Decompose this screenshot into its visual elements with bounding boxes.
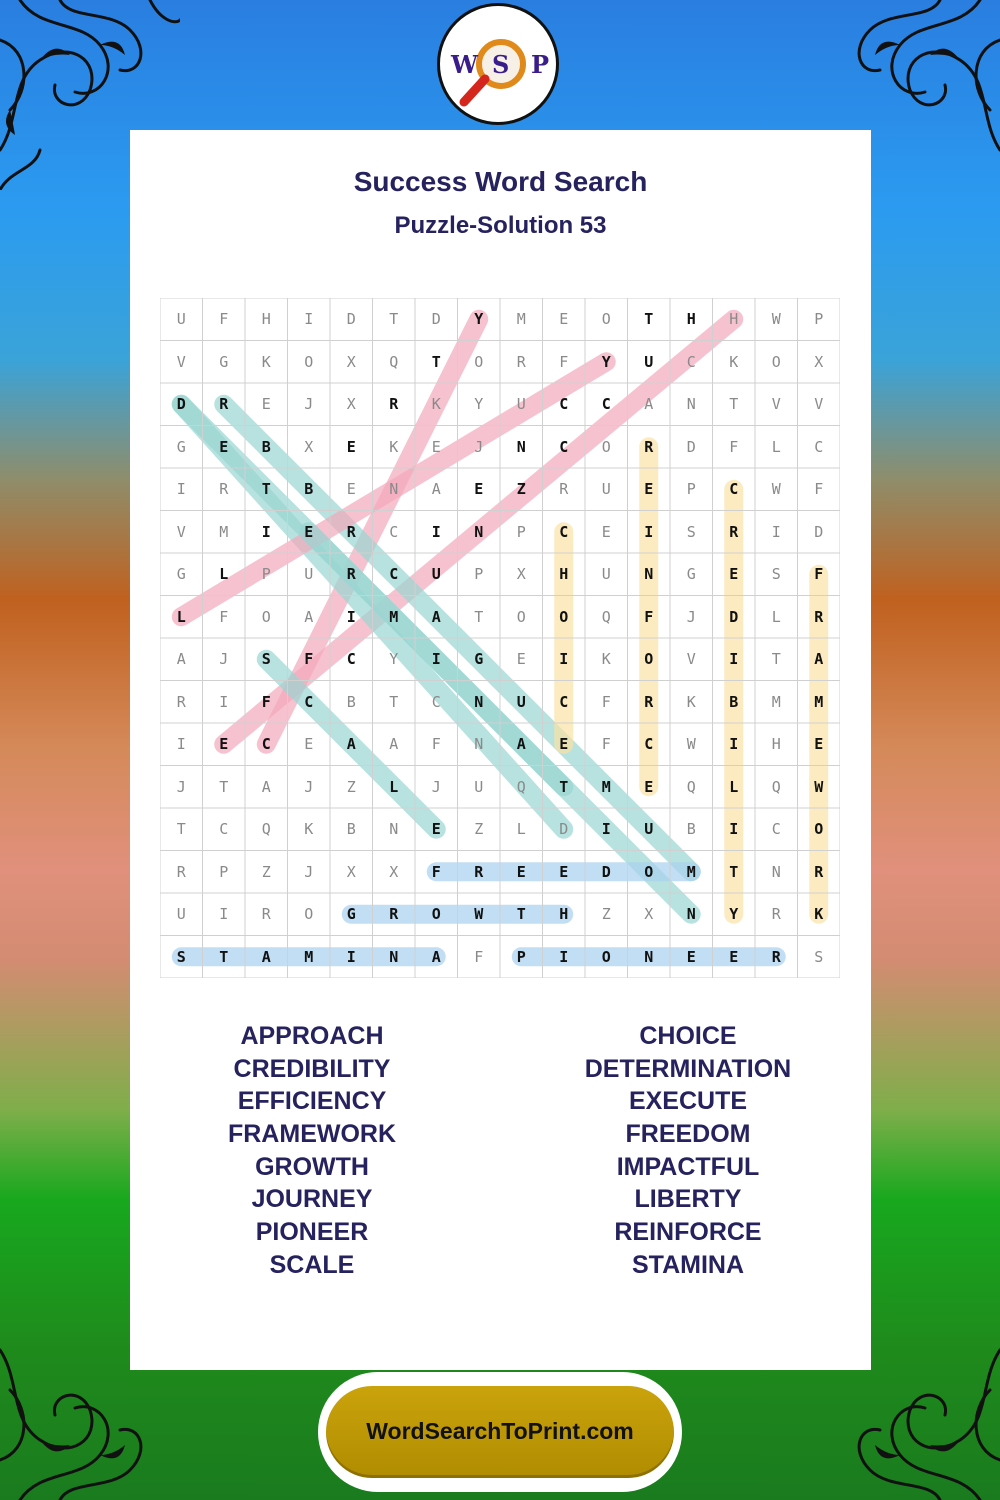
grid-cell[interactable]: U: [601, 565, 611, 583]
grid-cell[interactable]: C: [431, 692, 441, 711]
grid-cell[interactable]: E: [346, 437, 356, 456]
grid-cell[interactable]: L: [176, 607, 186, 626]
grid-cell[interactable]: U: [516, 692, 526, 711]
grid-cell[interactable]: E: [304, 522, 314, 541]
grid-cell[interactable]: H: [261, 310, 271, 328]
grid-cell[interactable]: Q: [686, 777, 696, 796]
grid-cell[interactable]: T: [219, 947, 229, 966]
grid-cell[interactable]: O: [601, 437, 611, 456]
grid-cell[interactable]: Z: [474, 820, 484, 838]
grid-cell[interactable]: V: [176, 522, 186, 541]
grid-cell[interactable]: Y: [474, 395, 484, 413]
grid-cell[interactable]: F: [601, 735, 611, 753]
word-list-item: EXECUTE: [628, 1087, 748, 1116]
grid-cell[interactable]: R: [346, 522, 356, 541]
grid-cell[interactable]: O: [644, 650, 654, 668]
grid-cell[interactable]: T: [389, 310, 399, 328]
site-logo[interactable]: [437, 3, 559, 125]
grid-cell[interactable]: S: [176, 947, 186, 966]
grid-cell[interactable]: D: [431, 310, 441, 328]
grid-cell[interactable]: W: [814, 777, 824, 796]
grid-cell[interactable]: C: [389, 522, 399, 541]
grid-cell[interactable]: E: [516, 862, 526, 881]
grid-cell[interactable]: M: [601, 777, 611, 796]
grid-cell[interactable]: E: [559, 735, 569, 753]
grid-cell[interactable]: L: [219, 565, 229, 583]
grid-cell[interactable]: R: [346, 565, 356, 583]
grid-cell[interactable]: O: [644, 862, 654, 881]
grid-cell[interactable]: G: [346, 905, 356, 923]
grid-cell[interactable]: O: [261, 607, 271, 626]
grid-cell[interactable]: I: [261, 522, 271, 541]
grid-cell[interactable]: D: [601, 862, 611, 881]
word-list-item: EFFICIENCY: [237, 1087, 387, 1116]
word-list-left: [130, 1020, 494, 1282]
grid-cell[interactable]: I: [729, 735, 739, 753]
grid-cell[interactable]: K: [729, 352, 739, 371]
grid-cell[interactable]: G: [474, 650, 484, 668]
grid-cell[interactable]: O: [601, 947, 611, 966]
grid-cell[interactable]: P: [219, 862, 229, 881]
grid-cell[interactable]: M: [771, 692, 781, 711]
grid-cell[interactable]: U: [431, 565, 441, 583]
grid-cell[interactable]: H: [559, 905, 569, 923]
grid-cell[interactable]: C: [559, 437, 569, 456]
grid-cell[interactable]: K: [601, 650, 611, 668]
grid-cell[interactable]: I: [559, 947, 569, 966]
grid-cell[interactable]: F: [601, 692, 611, 711]
word-list-item: PIONEER: [255, 1218, 369, 1247]
grid-cell[interactable]: H: [686, 310, 696, 328]
grid-cell[interactable]: E: [474, 480, 484, 498]
grid-cell[interactable]: O: [601, 310, 611, 328]
grid-cell[interactable]: G: [176, 565, 186, 583]
grid-cell[interactable]: R: [219, 480, 229, 498]
grid-cell[interactable]: Q: [516, 777, 526, 796]
grid-cell[interactable]: I: [219, 692, 229, 711]
grid-cell[interactable]: V: [814, 395, 824, 413]
word-list-item: JOURNEY: [251, 1185, 373, 1214]
grid-cell[interactable]: X: [346, 352, 356, 371]
grid-cell[interactable]: P: [686, 480, 696, 498]
grid-cell[interactable]: U: [474, 777, 484, 796]
grid-cell[interactable]: S: [814, 947, 824, 966]
grid-cell[interactable]: D: [814, 522, 824, 541]
grid-cell[interactable]: D: [686, 437, 696, 456]
word-list-item: CREDIBILITY: [233, 1054, 391, 1083]
grid-cell[interactable]: O: [474, 352, 484, 371]
grid-cell[interactable]: M: [686, 862, 696, 881]
grid-cell[interactable]: E: [814, 735, 824, 753]
grid-cell[interactable]: F: [644, 607, 654, 626]
grid-cell[interactable]: N: [644, 947, 654, 966]
grid-cell[interactable]: Y: [389, 650, 399, 668]
grid-cell[interactable]: S: [771, 565, 781, 583]
word-list-item: CHOICE: [639, 1022, 737, 1050]
grid-cell[interactable]: J: [304, 777, 314, 796]
grid-cell[interactable]: U: [601, 480, 611, 498]
logo-letter-p: P: [531, 50, 550, 79]
grid-cell[interactable]: C: [559, 395, 569, 413]
grid-cell[interactable]: E: [559, 862, 569, 881]
grid-cell[interactable]: M: [219, 522, 229, 541]
grid-cell[interactable]: B: [304, 480, 314, 498]
grid-cell[interactable]: O: [304, 905, 314, 923]
grid-cell[interactable]: E: [219, 437, 229, 456]
word-list-item: GROWTH: [255, 1152, 369, 1181]
grid-cell[interactable]: K: [814, 905, 824, 923]
grid-cell[interactable]: F: [219, 310, 229, 328]
word-list-right: [500, 1020, 876, 1282]
grid-cell[interactable]: T: [219, 777, 229, 796]
grid-cell[interactable]: E: [304, 735, 314, 753]
grid-cell[interactable]: O: [431, 905, 441, 923]
grid-cell[interactable]: B: [261, 437, 271, 456]
grid-cell[interactable]: R: [814, 862, 824, 881]
word-list-item: FREEDOM: [625, 1120, 751, 1149]
grid-cell[interactable]: I: [601, 820, 611, 838]
grid-cell[interactable]: C: [389, 565, 399, 583]
grid-cell[interactable]: R: [771, 947, 781, 966]
grid-cell[interactable]: L: [771, 607, 781, 626]
grid-cell[interactable]: K: [261, 352, 271, 371]
grid-cell[interactable]: H: [771, 735, 781, 753]
word-list-item: APPROACH: [240, 1022, 384, 1050]
grid-cell[interactable]: E: [644, 777, 654, 796]
grid-cell[interactable]: C: [686, 352, 696, 371]
grid-cell[interactable]: R: [261, 905, 271, 923]
grid-cell[interactable]: P: [261, 565, 271, 583]
grid-cell[interactable]: I: [431, 650, 441, 668]
grid-cells: [160, 298, 840, 978]
word-list-item: LIBERTY: [634, 1185, 742, 1214]
grid-cell[interactable]: X: [389, 862, 399, 881]
grid-cell[interactable]: U: [176, 905, 186, 923]
word-list-item: FRAMEWORK: [227, 1120, 397, 1149]
grid-cell[interactable]: A: [516, 735, 526, 753]
grid-cell[interactable]: P: [516, 947, 526, 966]
grid-cell[interactable]: N: [474, 692, 484, 711]
grid-cell[interactable]: X: [814, 352, 824, 371]
grid-cell[interactable]: K: [686, 692, 696, 711]
grid-cell[interactable]: S: [686, 522, 696, 541]
grid-cell[interactable]: A: [814, 650, 824, 668]
grid-cell[interactable]: R: [176, 862, 186, 881]
grid-cell[interactable]: G: [686, 565, 696, 583]
puzzle-card: [130, 130, 871, 1370]
grid-cell[interactable]: E: [644, 480, 654, 498]
logo-letter-s: S: [492, 50, 510, 79]
grid-cell[interactable]: N: [474, 735, 484, 753]
grid-cell[interactable]: Q: [601, 607, 611, 626]
grid-cell[interactable]: B: [729, 692, 739, 711]
grid-cell[interactable]: J: [219, 650, 229, 668]
grid-cell[interactable]: E: [729, 565, 739, 583]
grid-cell[interactable]: N: [686, 905, 696, 923]
grid-cell[interactable]: P: [814, 310, 824, 328]
grid-cell[interactable]: N: [516, 437, 526, 456]
grid-cell[interactable]: N: [389, 480, 399, 498]
word-list-item: DETERMINATION: [584, 1054, 792, 1083]
grid-cell[interactable]: L: [771, 437, 781, 456]
puzzle-title: Success Word Search: [353, 166, 648, 197]
grid-cell[interactable]: E: [431, 820, 441, 838]
grid-cell[interactable]: J: [176, 777, 186, 796]
grid-cell[interactable]: M: [516, 310, 526, 328]
grid-cell[interactable]: F: [814, 480, 824, 498]
grid-cell[interactable]: I: [176, 735, 186, 753]
grid-cell[interactable]: T: [729, 862, 739, 881]
grid-cell[interactable]: W: [771, 310, 781, 328]
grid-cell[interactable]: I: [729, 820, 739, 838]
grid-cell[interactable]: C: [346, 650, 356, 668]
grid-cell[interactable]: F: [474, 947, 484, 966]
grid-cell[interactable]: Z: [346, 777, 356, 796]
grid-cell[interactable]: R: [389, 905, 399, 923]
grid-cell[interactable]: W: [771, 480, 781, 498]
grid-cell[interactable]: W: [686, 735, 696, 753]
grid-cell[interactable]: Q: [389, 352, 399, 371]
grid-cell[interactable]: N: [389, 947, 399, 966]
grid-cell[interactable]: I: [176, 480, 186, 498]
grid-cell[interactable]: K: [431, 395, 441, 413]
grid-cell[interactable]: E: [601, 522, 611, 541]
grid-cell[interactable]: J: [474, 437, 484, 456]
grid-cell[interactable]: R: [219, 395, 229, 413]
footer-link[interactable]: WordSearchToPrint.com: [366, 1418, 634, 1444]
grid-cell[interactable]: N: [474, 522, 484, 541]
grid-cell[interactable]: O: [814, 820, 824, 838]
grid-cell[interactable]: I: [729, 650, 739, 668]
grid-cell[interactable]: B: [346, 820, 356, 838]
grid-cell[interactable]: E: [219, 735, 229, 753]
grid-cell[interactable]: M: [814, 692, 824, 711]
grid-cell[interactable]: C: [644, 735, 654, 753]
grid-cell[interactable]: S: [261, 650, 271, 668]
grid-cell[interactable]: R: [771, 905, 781, 923]
grid-cell[interactable]: E: [431, 437, 441, 456]
grid-cell[interactable]: L: [729, 777, 739, 796]
grid-cell[interactable]: I: [219, 905, 229, 923]
grid-cell[interactable]: G: [219, 352, 229, 371]
grid-cell[interactable]: N: [644, 565, 654, 583]
grid-cell[interactable]: B: [686, 820, 696, 838]
word-list-item: REINFORCE: [614, 1218, 762, 1247]
grid-cell[interactable]: R: [559, 480, 569, 498]
grid-cell[interactable]: X: [346, 395, 356, 413]
grid-cell[interactable]: C: [219, 820, 229, 838]
grid-cell[interactable]: C: [771, 820, 781, 838]
grid-cell[interactable]: R: [729, 522, 739, 541]
grid-cell[interactable]: C: [559, 522, 569, 541]
grid-cell[interactable]: N: [389, 820, 399, 838]
grid-cell[interactable]: E: [516, 650, 526, 668]
grid-cell[interactable]: G: [176, 437, 186, 456]
grid-cell[interactable]: C: [601, 395, 611, 413]
grid-cell[interactable]: T: [516, 905, 526, 923]
grid-cell[interactable]: T: [771, 650, 781, 668]
grid-cell[interactable]: K: [304, 820, 314, 838]
grid-cell[interactable]: T: [176, 820, 186, 838]
grid-cell[interactable]: Y: [601, 352, 611, 371]
grid-cell[interactable]: R: [176, 692, 186, 711]
grid-cell[interactable]: Y: [729, 905, 739, 923]
grid-cell[interactable]: F: [559, 352, 569, 371]
grid-cell[interactable]: I: [771, 522, 781, 541]
grid-cell[interactable]: X: [346, 862, 356, 881]
grid-cell[interactable]: J: [431, 777, 441, 796]
grid-cell[interactable]: U: [516, 395, 526, 413]
grid-cell[interactable]: E: [346, 480, 356, 498]
grid-cell[interactable]: R: [389, 395, 399, 413]
grid-cell[interactable]: W: [474, 905, 484, 923]
grid-cell[interactable]: L: [389, 777, 399, 796]
grid-cell[interactable]: E: [261, 395, 271, 413]
grid-cell[interactable]: N: [686, 395, 696, 413]
grid-cell[interactable]: E: [559, 310, 569, 328]
grid-cell[interactable]: C: [814, 437, 824, 456]
grid-cell[interactable]: Z: [601, 905, 611, 923]
grid-cell[interactable]: C: [304, 692, 314, 711]
grid-cell[interactable]: C: [559, 692, 569, 711]
grid-cell[interactable]: P: [474, 565, 484, 583]
grid-cell[interactable]: V: [771, 395, 781, 413]
footer-badge[interactable]: [318, 1372, 682, 1492]
grid-cell[interactable]: U: [644, 352, 654, 371]
grid-cell[interactable]: T: [389, 692, 399, 711]
grid-cell[interactable]: R: [644, 692, 654, 711]
grid-cell[interactable]: Q: [261, 820, 271, 838]
grid-cell[interactable]: T: [559, 777, 569, 796]
word-list-item: STAMINA: [631, 1250, 745, 1279]
grid-cell[interactable]: I: [304, 310, 314, 328]
grid-cell[interactable]: C: [261, 735, 271, 753]
grid-cell[interactable]: I: [346, 607, 356, 626]
grid-cell[interactable]: T: [729, 395, 739, 413]
grid-cell[interactable]: A: [304, 607, 314, 626]
grid-cell[interactable]: B: [346, 692, 356, 711]
grid-cell[interactable]: L: [516, 820, 526, 838]
grid-cell[interactable]: M: [389, 607, 399, 626]
grid-cell[interactable]: J: [686, 607, 696, 626]
grid-cell[interactable]: F: [261, 692, 271, 711]
grid-cell[interactable]: T: [644, 310, 654, 328]
grid-cell[interactable]: Q: [771, 777, 781, 796]
grid-cell[interactable]: N: [771, 862, 781, 881]
grid-cell[interactable]: D: [729, 607, 739, 626]
grid-cell[interactable]: A: [261, 777, 271, 796]
grid-cell[interactable]: R: [516, 352, 526, 371]
grid-cell[interactable]: F: [431, 735, 441, 753]
grid-cell[interactable]: F: [304, 650, 314, 668]
grid-cell[interactable]: Z: [261, 862, 271, 881]
grid-cell[interactable]: U: [176, 310, 186, 328]
grid-cell[interactable]: D: [346, 310, 356, 328]
grid-cell[interactable]: T: [431, 352, 441, 371]
grid-cell[interactable]: K: [389, 437, 399, 456]
grid-cell[interactable]: U: [644, 820, 654, 838]
grid-cell[interactable]: O: [516, 607, 526, 626]
grid-cell[interactable]: R: [814, 607, 824, 626]
word-list-item: IMPACTFUL: [616, 1152, 760, 1181]
grid-cell[interactable]: X: [644, 905, 654, 923]
grid-cell[interactable]: A: [431, 607, 441, 626]
grid-cell[interactable]: C: [729, 480, 739, 498]
grid-cell[interactable]: H: [729, 310, 739, 328]
grid-cell[interactable]: R: [474, 862, 484, 881]
grid-cell[interactable]: A: [261, 947, 271, 966]
grid-cell[interactable]: I: [559, 650, 569, 668]
puzzle-subtitle: Puzzle-Solution 53: [394, 212, 607, 239]
grid-cell[interactable]: X: [516, 565, 526, 583]
grid-cell[interactable]: X: [304, 437, 314, 456]
grid-cell[interactable]: P: [516, 522, 526, 541]
grid-cell[interactable]: A: [176, 650, 186, 668]
grid-cell[interactable]: F: [219, 607, 229, 626]
grid-cell[interactable]: E: [729, 947, 739, 966]
grid-cell[interactable]: Z: [516, 480, 526, 498]
grid-cell[interactable]: A: [644, 395, 654, 413]
grid-cell[interactable]: T: [474, 607, 484, 626]
grid-cell[interactable]: A: [346, 735, 356, 753]
grid-cell[interactable]: A: [389, 735, 399, 753]
grid-cell[interactable]: R: [644, 437, 654, 456]
grid-cell[interactable]: F: [729, 437, 739, 456]
grid-cell[interactable]: M: [304, 947, 314, 966]
grid-cell[interactable]: V: [176, 352, 186, 371]
grid-cell[interactable]: A: [431, 480, 441, 498]
grid-cell[interactable]: I: [644, 522, 654, 541]
grid-cell[interactable]: O: [771, 352, 781, 371]
grid-cell[interactable]: I: [346, 947, 356, 966]
grid-cell[interactable]: E: [686, 947, 696, 966]
logo-letter-w: W: [451, 50, 478, 79]
grid-cell[interactable]: U: [304, 565, 314, 583]
grid-cell[interactable]: D: [559, 820, 569, 838]
grid-cell[interactable]: F: [431, 862, 441, 881]
grid-cell[interactable]: T: [261, 480, 271, 498]
grid-cell[interactable]: F: [814, 565, 824, 583]
grid-cell[interactable]: J: [304, 862, 314, 881]
word-search-grid: [160, 298, 840, 978]
word-list-item: SCALE: [269, 1250, 355, 1279]
grid-cell[interactable]: J: [304, 395, 314, 413]
grid-cell[interactable]: I: [431, 522, 441, 541]
grid-cell[interactable]: O: [304, 352, 314, 371]
grid-cell[interactable]: D: [176, 395, 186, 413]
grid-cell[interactable]: Y: [474, 310, 484, 328]
grid-cell[interactable]: A: [431, 947, 441, 966]
grid-cell[interactable]: V: [686, 650, 696, 668]
grid-cell[interactable]: H: [559, 565, 569, 583]
grid-cell[interactable]: O: [559, 607, 569, 626]
